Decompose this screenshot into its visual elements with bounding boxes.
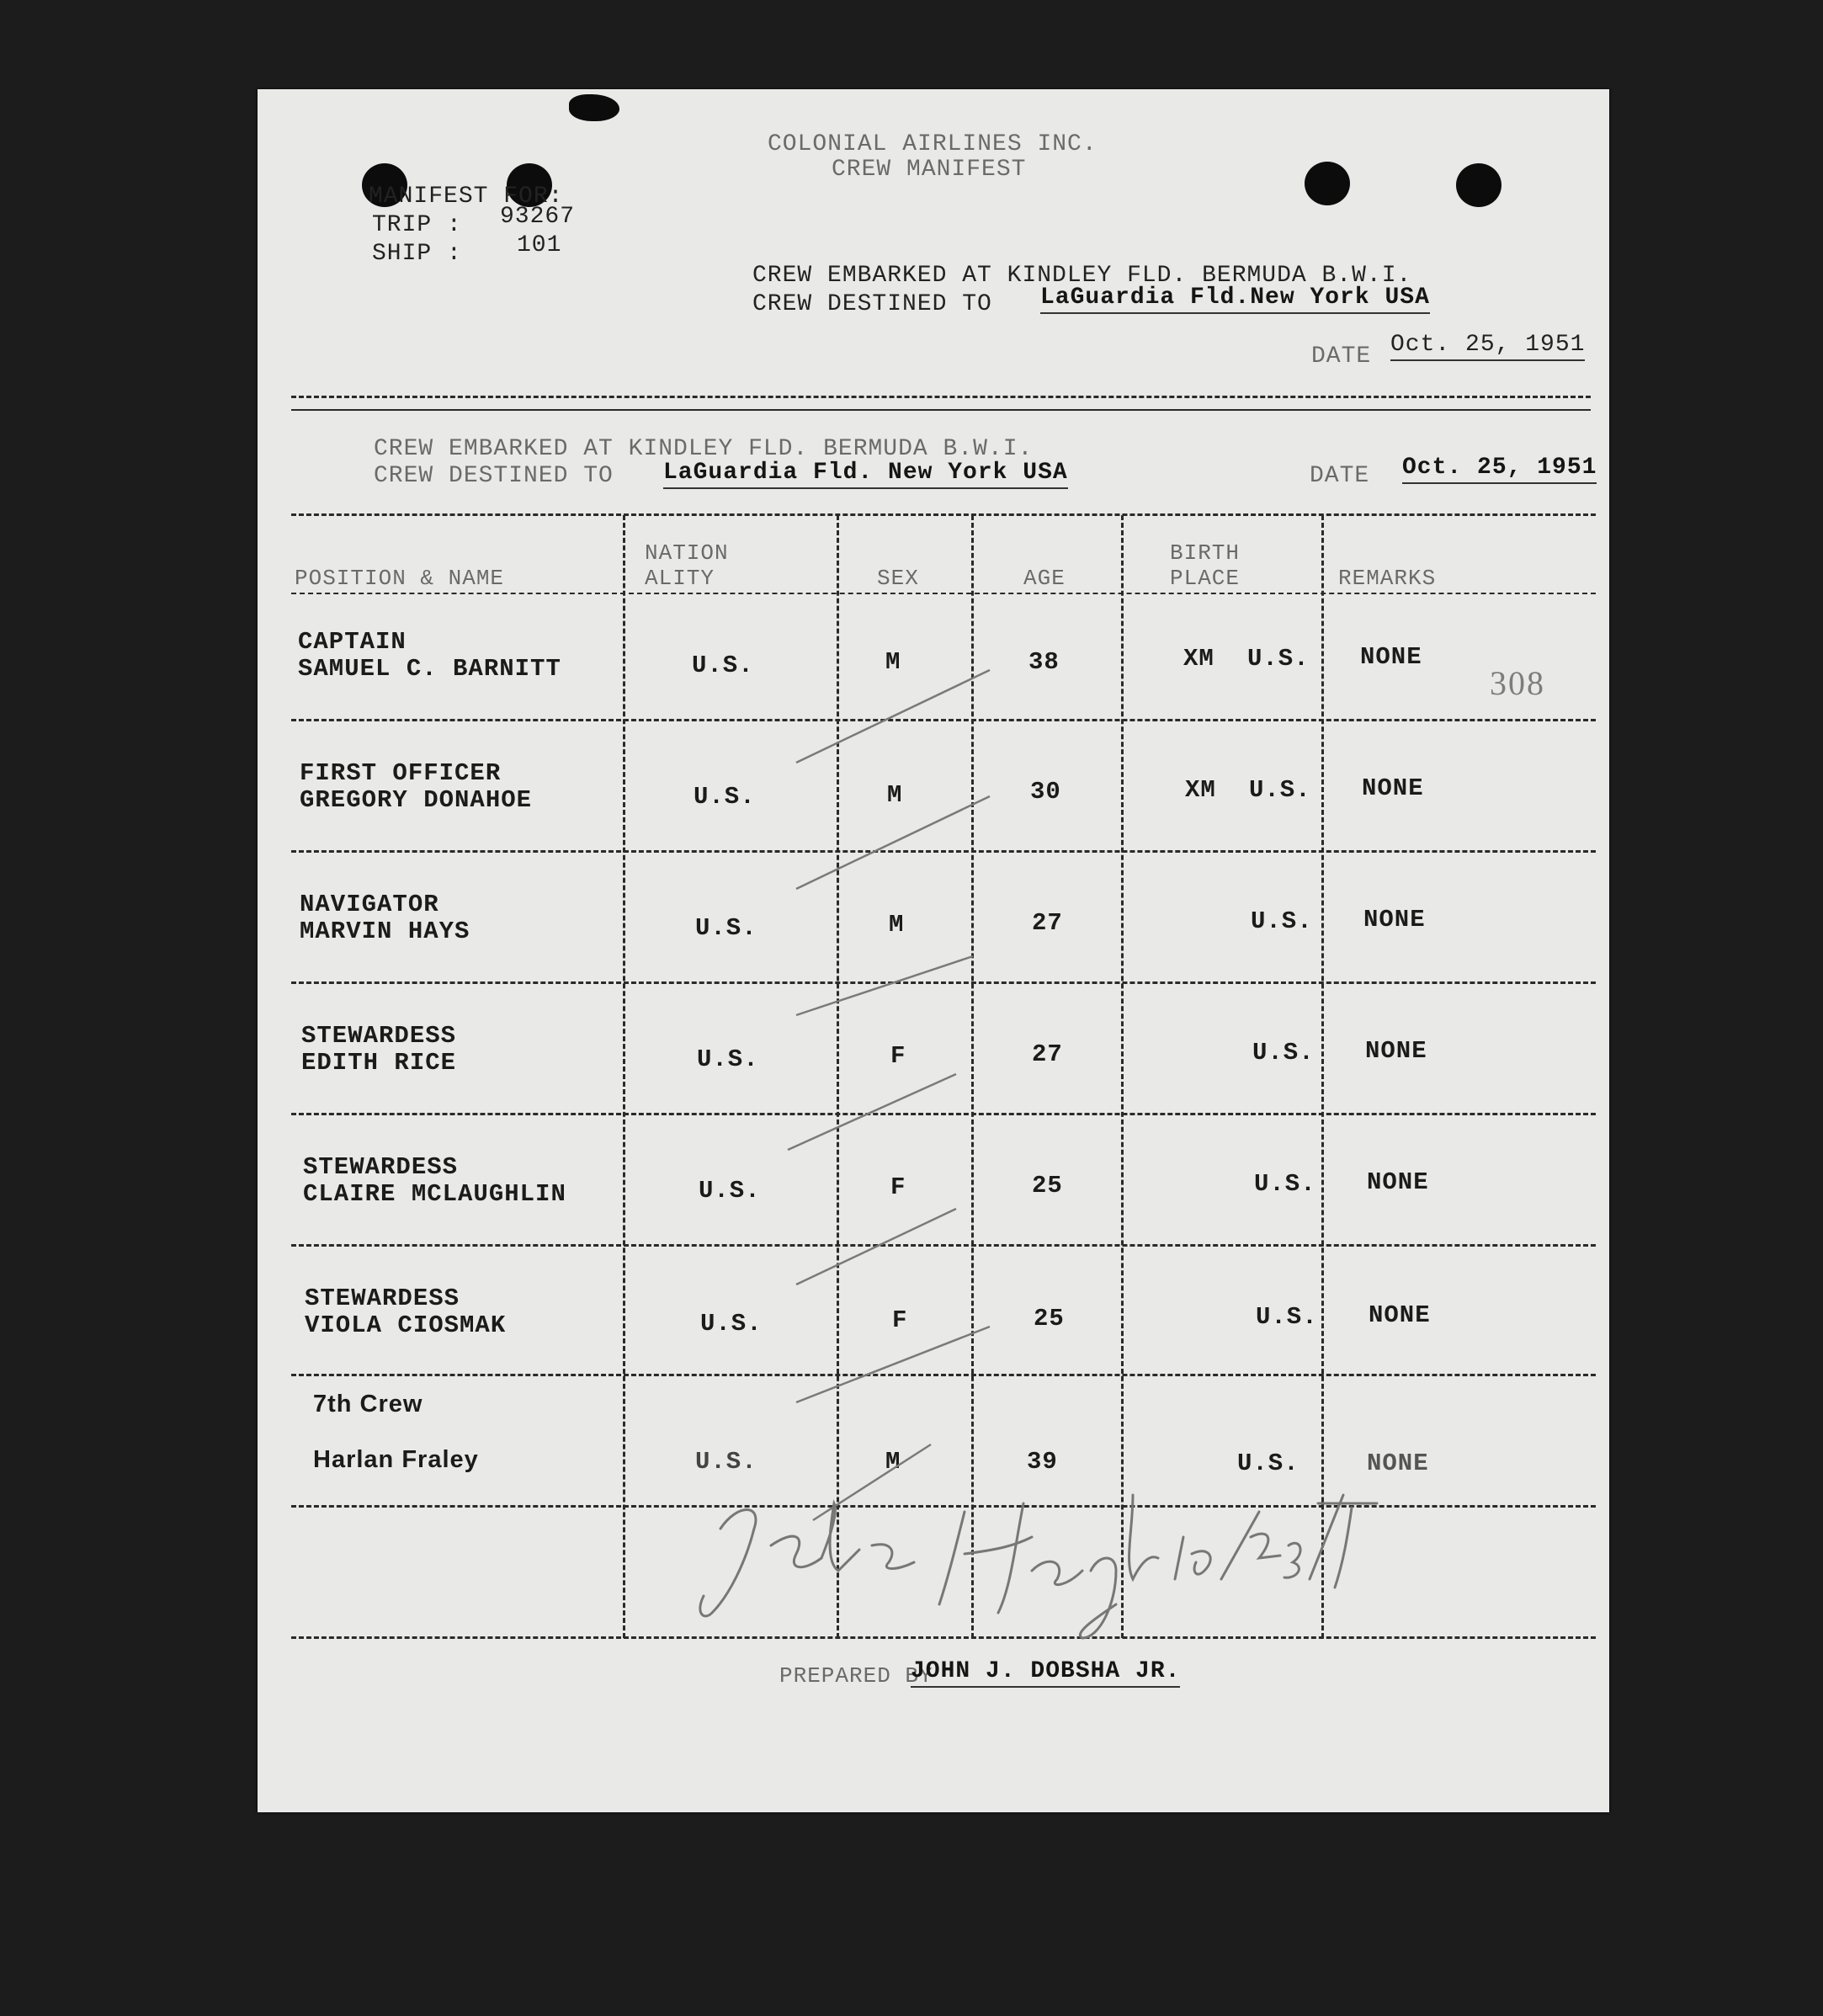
header-nationality: NATION ALITY (645, 540, 729, 591)
ship-number: 101 (517, 232, 562, 258)
divider (291, 409, 1591, 411)
row-nationality: U.S. (695, 914, 757, 942)
row-sex: M (889, 911, 905, 939)
row-position: FIRST OFFICER (300, 759, 502, 787)
row-remarks: NONE (1365, 1037, 1427, 1065)
row-birth-place: U.S. (1252, 1039, 1315, 1067)
row-nationality: U.S. (692, 652, 754, 679)
row-age: 27 (1032, 1040, 1063, 1068)
row-position: 7th Crew (313, 1391, 423, 1418)
header-birth-place: BIRTH PLACE (1170, 540, 1241, 591)
row-position: NAVIGATOR (300, 891, 439, 918)
row-age: 30 (1030, 778, 1061, 806)
header-age: AGE (1023, 566, 1066, 591)
punch-hole (1456, 163, 1501, 207)
row-sex: F (892, 1306, 908, 1334)
trip-label: TRIP : (372, 212, 462, 238)
table-top-line (291, 513, 1596, 516)
manifest-page (258, 89, 1609, 1812)
row-birth-prefix: XM (1183, 645, 1214, 673)
torn-corner (569, 94, 619, 121)
row-nationality: U.S. (700, 1310, 763, 1338)
row-birth-place: U.S. (1251, 907, 1313, 935)
row-name: Harlan Fraley (313, 1446, 479, 1473)
ship-label: SHIP : (372, 241, 462, 267)
column-line (623, 515, 625, 1638)
row-sex: M (887, 781, 903, 809)
row-nationality: U.S. (699, 1177, 761, 1205)
row-birth-place: U.S. (1256, 1303, 1318, 1331)
row-sex: M (885, 1448, 901, 1476)
stamp-number: 308 (1490, 664, 1545, 702)
row-remarks: NONE (1360, 643, 1422, 671)
row-age: 38 (1028, 648, 1060, 676)
row-position: STEWARDESS (301, 1022, 457, 1050)
row-name: SAMUEL C. BARNITT (298, 655, 561, 683)
company-name: COLONIAL AIRLINES INC. (768, 131, 1098, 157)
header-remarks: REMARKS (1338, 566, 1437, 591)
row-age: 25 (1032, 1172, 1063, 1199)
row-birth-place: U.S. (1237, 1449, 1299, 1477)
row-remarks: NONE (1367, 1449, 1429, 1477)
row-sex: M (885, 648, 901, 676)
destined-label: CREW DESTINED TO (752, 291, 992, 317)
row-remarks: NONE (1369, 1301, 1431, 1329)
check-marks (763, 662, 1015, 1537)
document-title: CREW MANIFEST (832, 157, 1027, 183)
row-birth-prefix: XM (1185, 776, 1216, 804)
header-line (291, 593, 1596, 594)
divider (291, 396, 1591, 398)
row-remarks: NONE (1362, 774, 1424, 802)
row-name: GREGORY DONAHOE (300, 786, 533, 814)
row-nationality: U.S. (697, 1045, 759, 1073)
row-birth-place: U.S. (1247, 645, 1310, 673)
row-age: 27 (1032, 909, 1063, 937)
header-sex: SEX (877, 566, 919, 591)
date-label: DATE (1311, 343, 1372, 370)
section-embarked-line: CREW EMBARKED AT KINDLEY FLD. BERMUDA B.W.I. (374, 436, 1034, 462)
row-sex: F (890, 1173, 906, 1201)
section-date-label: DATE (1310, 463, 1370, 489)
row-position: STEWARDESS (303, 1153, 459, 1181)
trip-number: 93267 (500, 204, 576, 230)
row-position: STEWARDESS (305, 1285, 460, 1312)
row-name: MARVIN HAYS (300, 918, 470, 945)
date-value: Oct. 25, 1951 (1390, 332, 1585, 361)
section-destined-value: LaGuardia Fld. New York USA (663, 460, 1068, 489)
punch-hole (1305, 162, 1350, 205)
row-age: 25 (1034, 1305, 1065, 1332)
row-nationality: U.S. (694, 783, 756, 811)
row-remarks: NONE (1363, 906, 1426, 934)
manifest-for-label: MANIFEST FOR: (369, 184, 564, 210)
handwritten-signature (678, 1478, 1385, 1646)
row-position: CAPTAIN (298, 628, 407, 656)
prepared-by-name: JOHN J. DOBSHA JR. (911, 1658, 1180, 1688)
row-name: EDITH RICE (301, 1049, 457, 1077)
row-nationality: U.S. (695, 1448, 757, 1476)
prepared-by-label: PREPARED BY (779, 1663, 933, 1689)
column-line (1121, 515, 1124, 1638)
row-name: VIOLA CIOSMAK (305, 1311, 507, 1339)
row-birth-place: U.S. (1249, 776, 1311, 804)
section-destined-label: CREW DESTINED TO (374, 463, 614, 489)
row-birth-place: U.S. (1254, 1170, 1316, 1198)
embarked-line: CREW EMBARKED AT KINDLEY FLD. BERMUDA B.W.I. (752, 263, 1412, 289)
column-line (1321, 515, 1324, 1638)
destined-value: LaGuardia Fld.New York USA (1040, 285, 1430, 314)
row-sex: F (890, 1042, 906, 1070)
section-date-value: Oct. 25, 1951 (1402, 455, 1597, 484)
row-age: 39 (1027, 1448, 1058, 1476)
header-position-name: POSITION & NAME (295, 566, 505, 591)
row-name: CLAIRE MCLAUGHLIN (303, 1180, 566, 1208)
row-remarks: NONE (1367, 1168, 1429, 1196)
